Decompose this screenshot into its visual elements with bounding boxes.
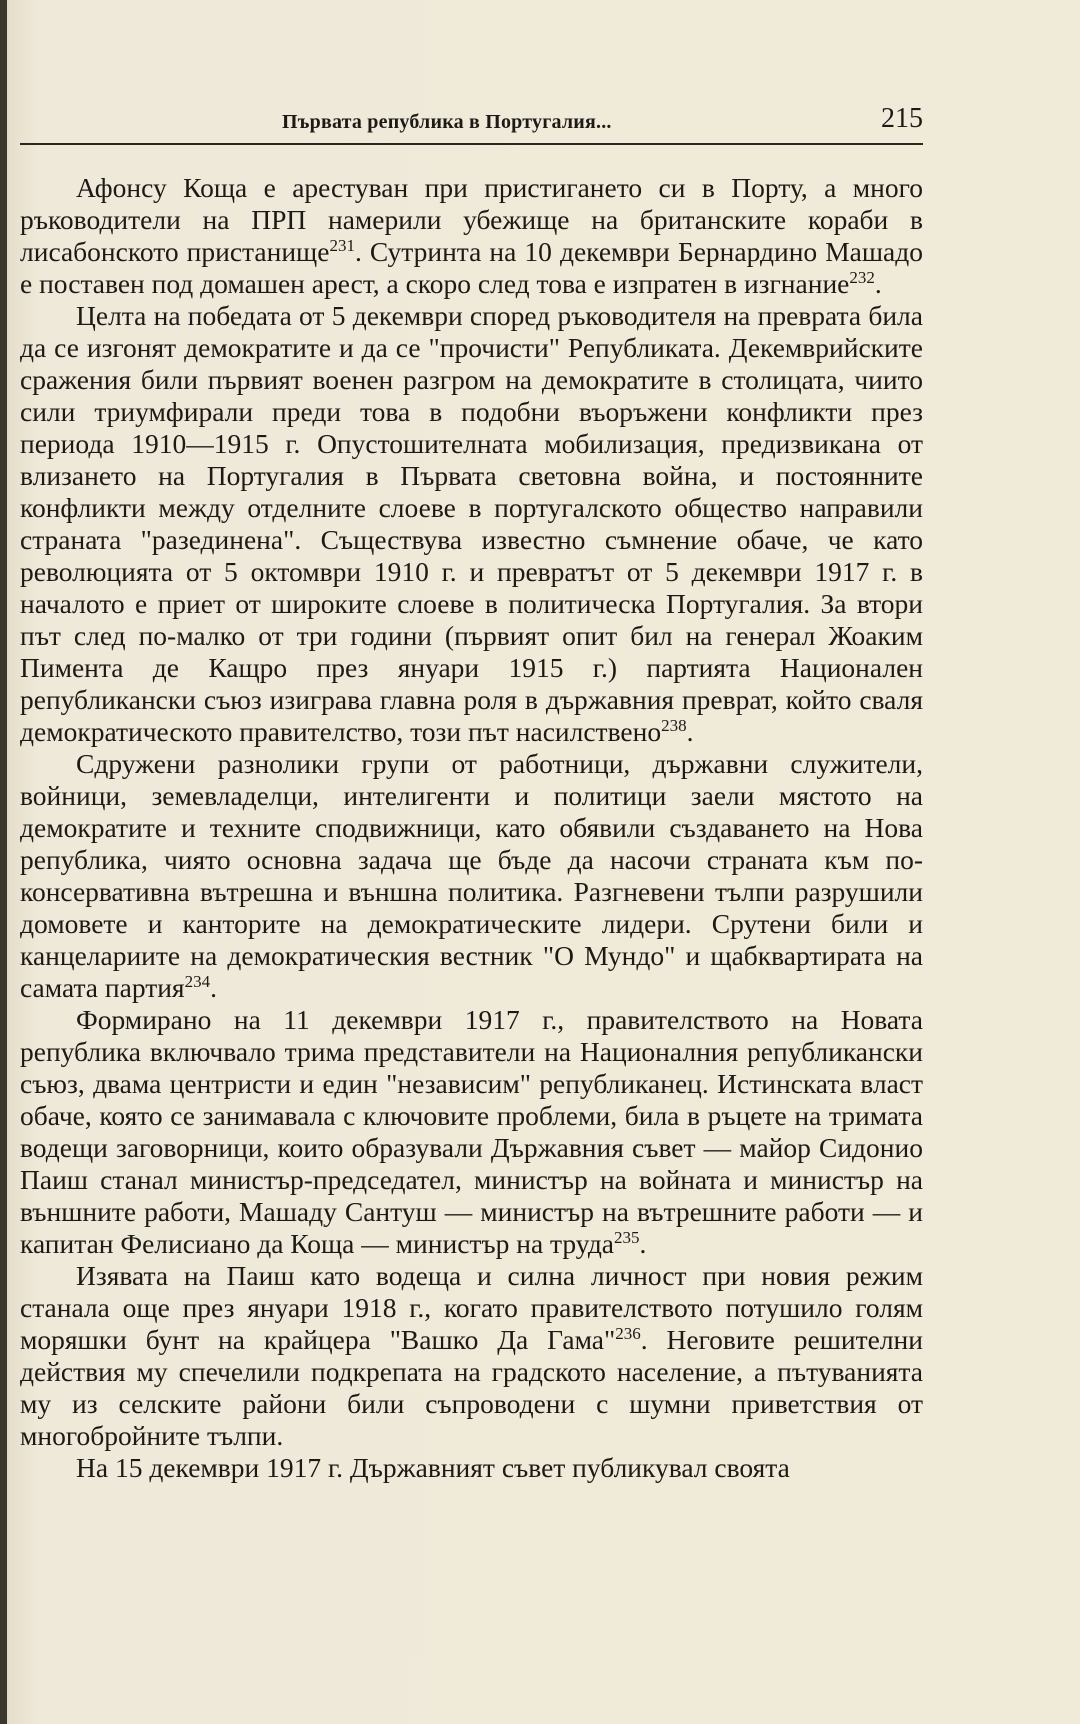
body-text — [20, 172, 923, 1484]
paragraph-text: . — [686, 716, 694, 747]
paragraph-2 — [20, 300, 923, 748]
paragraph-text: Афонсу Коща е арестуван при пристигането си в Порту, а много ръководители на ПРП намерили убежище на британските кораби в лисабонското пристанище — [20, 172, 923, 267]
paragraph-4 — [20, 1004, 923, 1260]
paragraph-text: Формирано на 11 декември 1917 г., правителството на Новата република включвало трима представители на Националния републикански съюз, двама центристи и един "независим" републиканец. Истинската власт обаче, която се занимавала с ключовите проблеми, била в ръцете на тримата водещи заговорници, които образували Държавния съвет — майор Сидонио Паиш станал министър-председател, министър на войната и министър на външните работи, Машаду Сантуш — министър на вътрешните работи — и капитан Фелисиано да Коща — министър на труда — [20, 1004, 923, 1259]
footnote-ref-232: 232 — [849, 268, 875, 287]
paragraph-text: . Неговите решителни действия му спечелили подкрепата на градското население, а пътуванията му из селските райони били съпроводени с шумни приветствия от многобройните тълпи. — [20, 1324, 923, 1451]
paragraph-text: На 15 декември 1917 г. Държавният съвет публикувал своята — [76, 1452, 790, 1483]
page-number: 215 — [881, 103, 923, 134]
paragraph-text: Изявата на Паиш като водеща и силна личност при новия режим станала още през януари 1918 г., когато правителството потушило голям моряшки бунт на крайцера "Вашко Да Гама" — [20, 1260, 923, 1355]
paragraph-text: . — [639, 1228, 647, 1259]
paragraph-6 — [20, 1452, 923, 1484]
footnote-ref-234: 234 — [184, 972, 211, 991]
paragraph-text: Целта на победата от 5 декември според ръководителя на преврата била да се изгонят демократите и да се "прочисти" Републиката. Декемврийските сражения били първият военен разгром на демократите в столицата, чиито сили триумфирали преди това в подобни въоръжени конфликти през периода 1910—1915 г. Опустошителната мобилизация, предизвикана от влизането на Португалия в Първата световна война, и постоянните конфликти между отделните слоеве в португалското общество направили страната "разединена". Съществува известно съмнение обаче, че като революцията от 5 октомври 1910 г. и превратът от 5 декември 1917 г. в началото е приет от широките слоеве в политическа Португалия. За втори път след по-малко от три години (първият опит бил на генерал Жоаким Пимента де Кащро през януари 1915 г.) партията Национален републикански съюз изиграва главна роля в държавния преврат, който сваля демократическото правителство, този път насилствено — [20, 300, 923, 747]
footnote-ref-238: 238 — [661, 716, 687, 735]
footnote-ref-235: 235 — [614, 1228, 640, 1247]
paragraph-1 — [20, 172, 923, 300]
paragraph-text: . — [874, 268, 882, 299]
footnote-ref-231: 231 — [329, 236, 355, 255]
running-header — [20, 103, 923, 145]
footnote-ref-236: 236 — [615, 1324, 641, 1343]
paragraph-text: Сдружени разнолики групи от работници, държавни служители, войници, земевладелци, интелигенти и политици заели мястото на демократите и техните сподвижници, като обявили създаването на Нова република, чиято основна задача ще бъде да насочи страната към по-консервативна вътрешна и външна политика. Разгневени тълпи разрушили домовете и канторите на демократическите лидери. Срутени били и канцелариите на демократическия вестник "О Мундо" и щабквартирата на самата партия — [20, 748, 923, 1003]
paragraph-3 — [20, 748, 923, 1004]
book-spine-edge — [0, 0, 7, 1724]
paragraph-5 — [20, 1260, 923, 1452]
running-title: Първата република в Португалия... — [282, 111, 612, 133]
paragraph-text: . Сутринта на 10 декември Бернардино Машадо е поставен под домашен арест, а скоро след това е изпратен в изгнание — [20, 236, 924, 299]
paragraph-text: . — [210, 972, 217, 1003]
